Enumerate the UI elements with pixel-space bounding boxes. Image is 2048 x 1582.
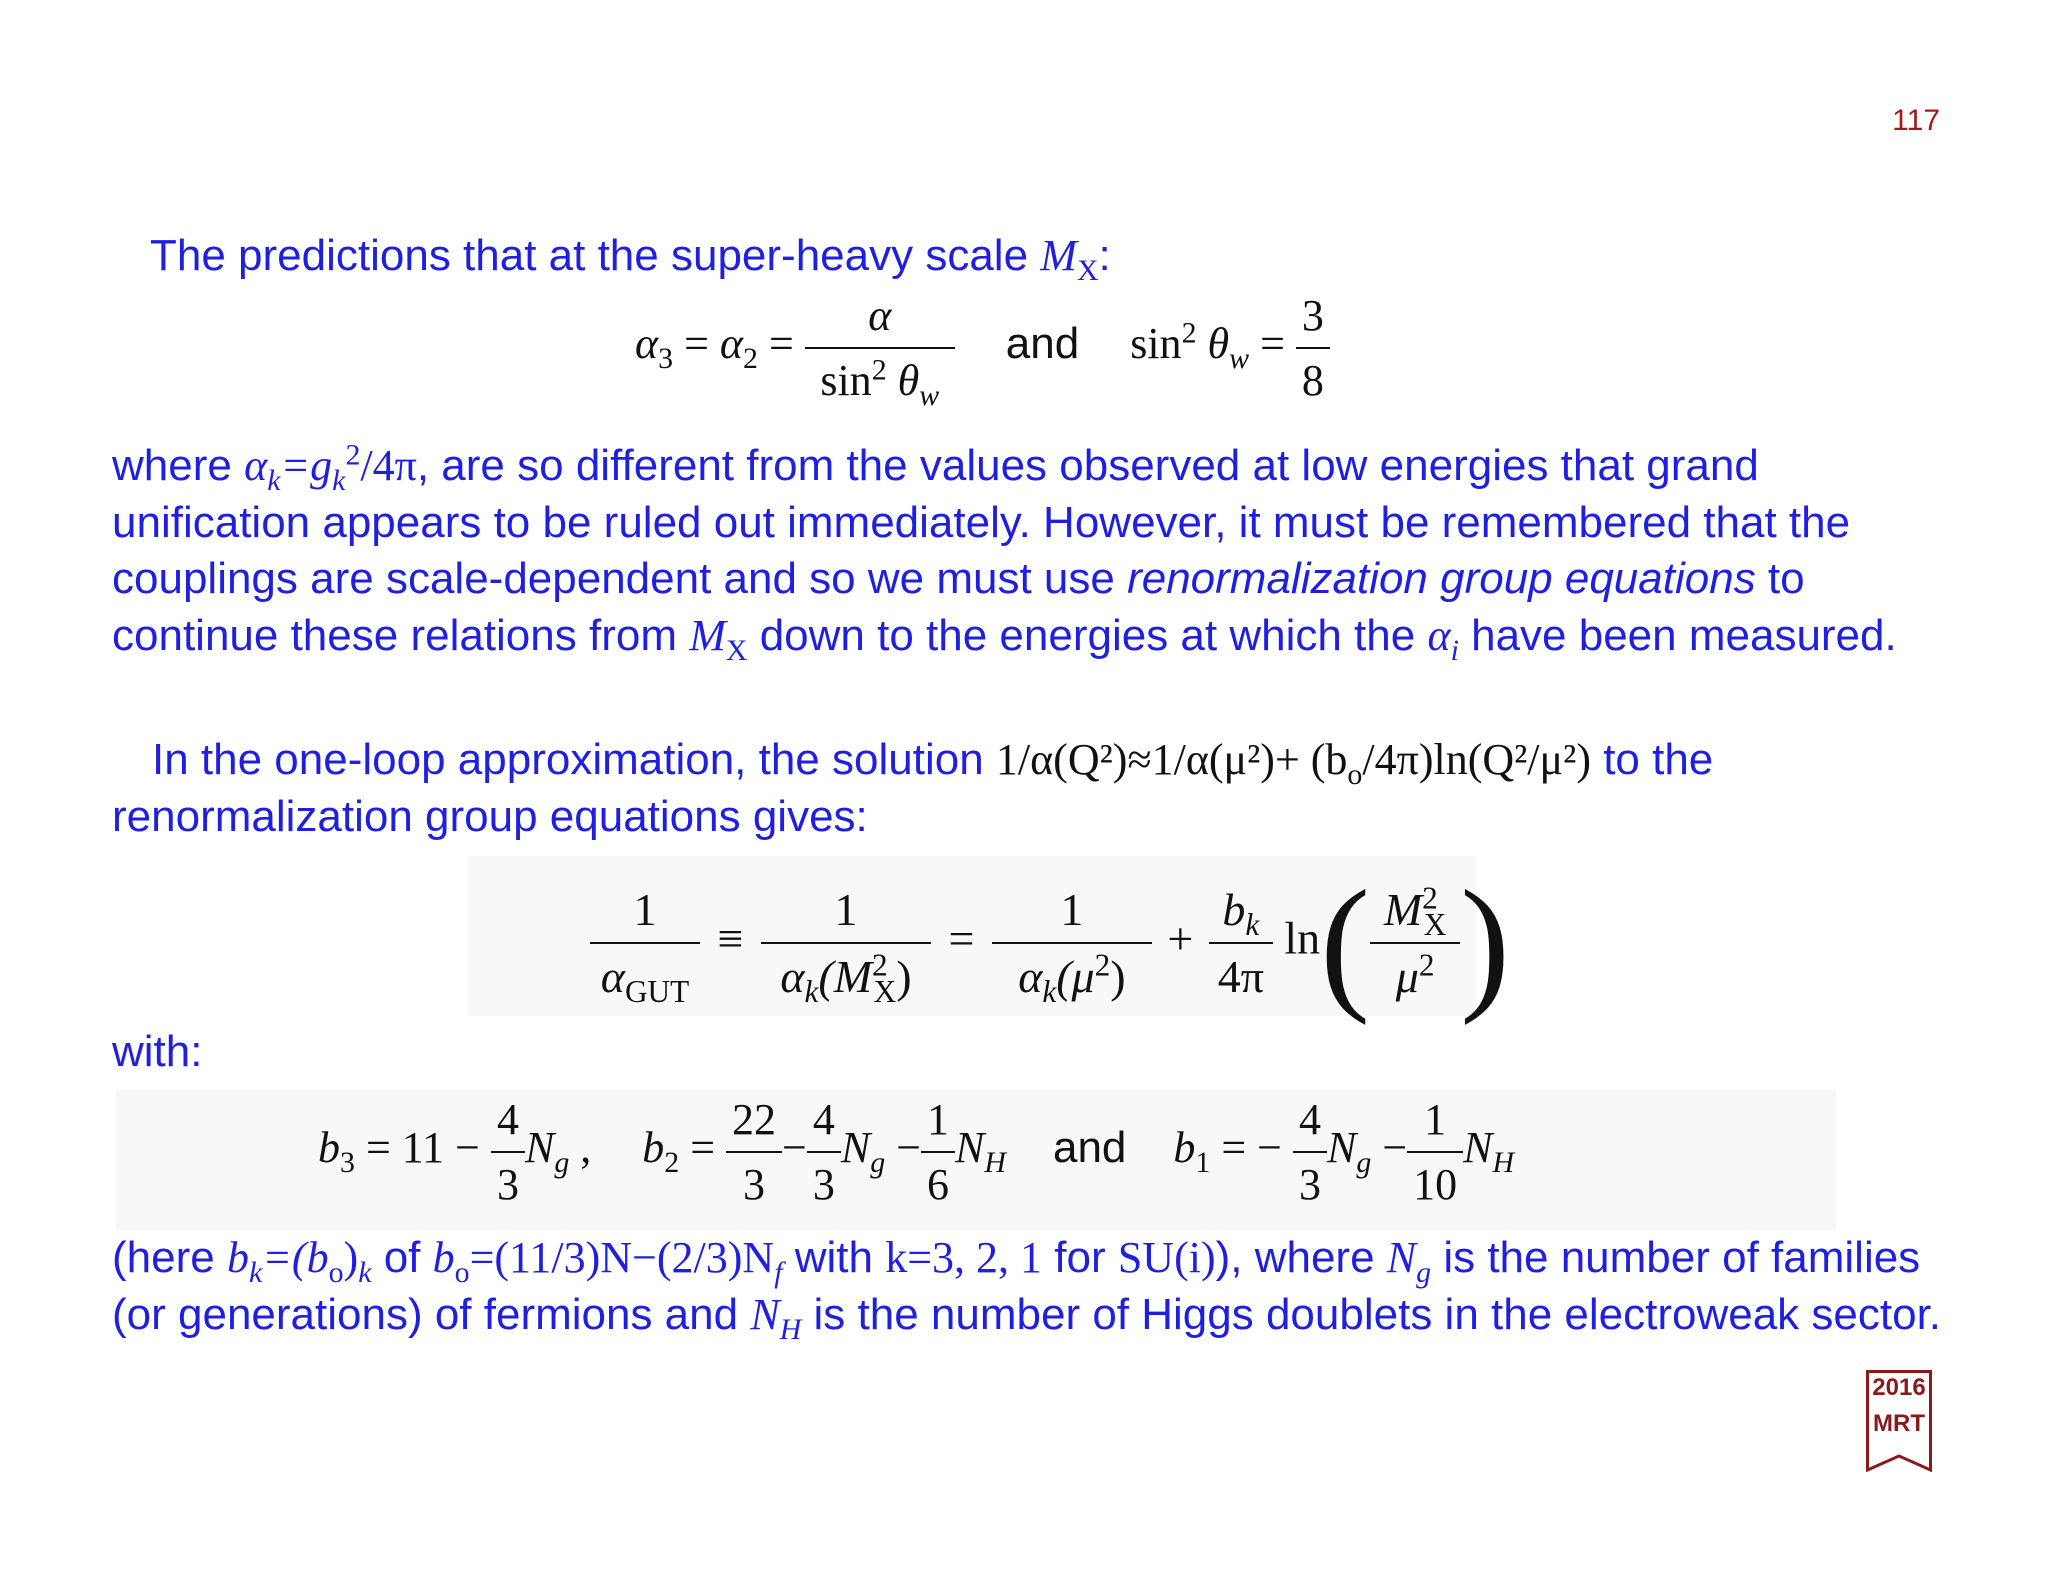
and-text-2: and (1052, 1123, 1127, 1173)
p3-bk: b (226, 1233, 249, 1282)
rhs-equals: = (1249, 319, 1296, 369)
p3-b0-sub-2: o (454, 1255, 470, 1289)
badge-label: MRT (1873, 1410, 1925, 1437)
mu-symbol: μ (1395, 951, 1419, 1002)
b2-22-thirds (726, 1094, 782, 1210)
bk-subscript: k (1245, 907, 1260, 943)
b3-subscript: 3 (340, 1145, 355, 1179)
p3-nh: N (750, 1289, 780, 1339)
b1-symbol: b (1173, 1123, 1196, 1173)
three-eighths-fraction (1296, 290, 1330, 406)
bk-over-4pi (1209, 883, 1273, 1003)
p3-ng: N (1386, 1233, 1417, 1282)
b1-frac2-den: 10 (1407, 1151, 1463, 1210)
equals-sign: = (673, 319, 720, 369)
p3-text-1: (here (112, 1233, 227, 1282)
alpha-k-subscript: k (267, 463, 281, 497)
equation-coupling-unification (635, 290, 1330, 412)
equation-beta-coefficients (318, 1094, 1514, 1210)
b1-minus: − (1382, 1123, 1408, 1173)
p3-b0: b (432, 1233, 455, 1282)
equals-g: =g (280, 441, 333, 490)
b2-equals: = (679, 1123, 716, 1173)
b1-equals: = − (1210, 1123, 1282, 1173)
b3-ng: N (524, 1123, 555, 1173)
p1-text-5: have been measured. (1458, 610, 1897, 660)
right-paren-large: ) (1460, 860, 1511, 1026)
p3-nh-sub: H (779, 1312, 802, 1346)
mx-over-mu-fraction (1370, 880, 1460, 1003)
equation-running-coupling (590, 860, 1511, 1026)
b2-nh-sub: H (984, 1145, 1006, 1179)
b2-symbol: b (642, 1123, 665, 1173)
b2-frac1-num: 22 (732, 1095, 777, 1144)
one-loop-formula-2: /4π)ln(Q²/μ²) (1362, 735, 1591, 784)
p1-mx-symbol: M (689, 610, 726, 660)
p3-text-3: with (782, 1233, 886, 1282)
alpha-k-symbol-3: α (1018, 951, 1043, 1002)
p3-k-values: k=3, 2, 1 (885, 1233, 1043, 1282)
m-symbol: M (1383, 884, 1423, 935)
comma: , (569, 1123, 592, 1173)
mx-arg-power: 2 (872, 947, 888, 983)
b2-four-thirds (807, 1094, 841, 1210)
with-label: with: (112, 1027, 203, 1076)
b3-ng-sub: g (554, 1145, 570, 1179)
b1-ng-sub: g (1356, 1145, 1372, 1179)
alpha-k-symbol: α (244, 441, 268, 490)
b2-one-sixth (921, 1094, 955, 1210)
ln-text: ln (1284, 912, 1321, 964)
alpha-over-sin-fraction (805, 290, 955, 412)
b1-nh-sub: H (1492, 1145, 1515, 1179)
gut-denominator (590, 942, 700, 1010)
over-4pi: /4π (360, 441, 417, 490)
m-subscript: X (1423, 907, 1447, 943)
ak-mu-numerator: 1 (1060, 884, 1084, 935)
fraction-numerator: α (868, 291, 892, 340)
alpha-k-sub-2: k (804, 974, 819, 1010)
paragraph-one-loop (112, 732, 1952, 845)
p3-text-7: is the number of Higgs doublets in the electroweak sector. (801, 1289, 1942, 1339)
bk-symbol: b (1222, 884, 1246, 935)
b3-four-thirds (491, 1094, 525, 1210)
close-paren: ) (896, 951, 912, 1002)
close-paren-2: ) (1110, 951, 1126, 1002)
p3-text-2: of (371, 1233, 433, 1282)
sin-power: 2 (871, 353, 887, 387)
p1-mx-subscript: X (725, 633, 748, 667)
p3-close-sub: k (358, 1255, 372, 1289)
equiv-sign: ≡ (717, 912, 744, 964)
and-text: and (1005, 319, 1080, 369)
p1-text-2: , are so different from the values observed at low energies that grand unification appears to be ruled out immediately. However, it must be remembered that the couplings are scale-dependent and so we must use (112, 441, 1851, 603)
p3-close: ) (343, 1233, 359, 1282)
rhs-sin-power: 2 (1181, 316, 1197, 350)
alpha-i-subscript: i (1450, 633, 1459, 667)
ak-mx-numerator: 1 (834, 884, 858, 935)
p3-nf-sub: f (774, 1255, 783, 1289)
equals-sign-eq2: = (948, 912, 975, 964)
mx-mu-denominator (1370, 942, 1460, 1003)
eight: 8 (1296, 347, 1330, 406)
p3-text-5: ), where (1215, 1233, 1387, 1282)
p3-b0-sub: o (328, 1255, 344, 1289)
mu-arg: (μ (1056, 951, 1095, 1002)
badge-ribbon-tail (1866, 1446, 1932, 1472)
p1-text-3: to continue these relations from (112, 554, 1805, 660)
badge-year: 2016 (1872, 1374, 1926, 1401)
g-subscript: k (332, 463, 346, 497)
b2-ng: N (840, 1123, 871, 1173)
rhs-sin-text: sin (1130, 319, 1182, 369)
p3-ng-sub: g (1416, 1255, 1432, 1289)
p2-text-2: to the renormalization group equations gives: (112, 735, 1714, 841)
b3-symbol: b (318, 1123, 340, 1173)
bk-numerator (1209, 883, 1273, 942)
paragraph-definitions (112, 1230, 1952, 1346)
mx-subscript: X (1076, 253, 1099, 287)
b2-ng-sub: g (870, 1145, 886, 1179)
four-pi: 4π (1209, 942, 1273, 1003)
p3-bk-sub: k (248, 1255, 263, 1289)
alpha-i-symbol: α (1427, 610, 1451, 660)
rhs-theta-subscript: w (1229, 341, 1250, 375)
alpha-k-sub-3: k (1042, 974, 1057, 1010)
b2-subscript: 2 (664, 1145, 680, 1179)
mu-arg-power: 2 (1094, 947, 1111, 983)
b1-frac1-den: 3 (1293, 1151, 1327, 1210)
mx-symbol: M (1040, 231, 1077, 280)
one-over-alpha-gut (590, 883, 700, 1010)
ak-mx-denominator (761, 942, 931, 1010)
b1-four-thirds (1293, 1094, 1327, 1210)
b3-frac-den: 3 (491, 1151, 525, 1210)
sin-text: sin (820, 356, 872, 405)
alpha-k-symbol-2: α (780, 951, 805, 1002)
theta-subscript: w (919, 378, 940, 412)
gut-numerator: 1 (633, 884, 657, 935)
left-paren-large: ( (1320, 860, 1371, 1026)
b2-minus-2: − (896, 1123, 922, 1173)
b1-frac2-num: 1 (1424, 1095, 1447, 1144)
g-power: 2 (345, 438, 361, 472)
b2-minus-1: − (782, 1123, 807, 1173)
b1-one-tenth (1407, 1094, 1463, 1210)
one-loop-formula-1: 1/α(Q²)≈1/α(μ²)+ (b (995, 735, 1348, 784)
equals-sign-2: = (757, 319, 805, 369)
ak-mu-denominator (992, 942, 1152, 1010)
plus-sign: + (1167, 912, 1194, 964)
p3-text-6: is the number of families (or generations) of fermions and (112, 1233, 1921, 1339)
p3-b0-open: =(b (262, 1233, 329, 1282)
one-over-alpha-k-mu (992, 883, 1152, 1010)
intro-colon: : (1098, 231, 1111, 280)
three: 3 (1301, 291, 1324, 340)
alpha2-symbol: α (719, 319, 743, 369)
b2-frac2-num: 4 (812, 1095, 835, 1144)
b3-frac-num: 4 (496, 1095, 519, 1144)
m-power: 2 (1422, 880, 1438, 916)
p2-text-1: In the one-loop approximation, the solution (152, 735, 996, 784)
b1-ng: N (1327, 1123, 1357, 1173)
b1-nh: N (1463, 1123, 1493, 1173)
rhs-theta-symbol: θ (1196, 319, 1230, 369)
mx-arg: (M (818, 951, 873, 1002)
p3-text-4: for (1042, 1233, 1118, 1282)
b1-subscript: 1 (1195, 1145, 1211, 1179)
mx-mu-numerator (1370, 880, 1460, 943)
page-number: 117 (1892, 104, 1940, 137)
b2-frac2-den: 3 (807, 1151, 841, 1210)
gut-subscript: GUT (624, 974, 690, 1010)
rge-italic-text: renormalization group equations (1127, 554, 1756, 603)
mu-power: 2 (1418, 947, 1435, 983)
b2-nh: N (955, 1123, 985, 1173)
p3-b0-formula: =(11/3)N−(2/3)N (469, 1233, 775, 1282)
b2-frac3-num: 1 (927, 1095, 950, 1144)
p1-text-4: down to the energies at which the (747, 610, 1428, 660)
alpha-gut-symbol: α (600, 951, 625, 1002)
b2-frac3-den: 6 (921, 1151, 955, 1210)
alpha3-subscript: 3 (658, 341, 674, 375)
mrt-2016-badge (1866, 1370, 1932, 1472)
theta-symbol: θ (886, 356, 920, 405)
mx-arg-sub: X (873, 974, 897, 1010)
fraction-denominator (805, 347, 955, 412)
b0-subscript: o (1347, 757, 1363, 791)
alpha2-subscript: 2 (743, 341, 758, 375)
b2-frac1-den: 3 (726, 1151, 782, 1210)
b3-rhs: = 11 − (354, 1123, 480, 1173)
alpha3-symbol: α (635, 319, 659, 369)
p3-su-i: SU(i) (1117, 1233, 1216, 1282)
b1-frac1-num: 4 (1299, 1095, 1321, 1144)
intro-line (150, 228, 1990, 285)
intro-text: The predictions that at the super-heavy scale (150, 231, 1041, 280)
paragraph-explanation (112, 438, 1952, 667)
p1-text-1: where (112, 441, 245, 490)
one-over-alpha-k-mx (761, 883, 931, 1010)
